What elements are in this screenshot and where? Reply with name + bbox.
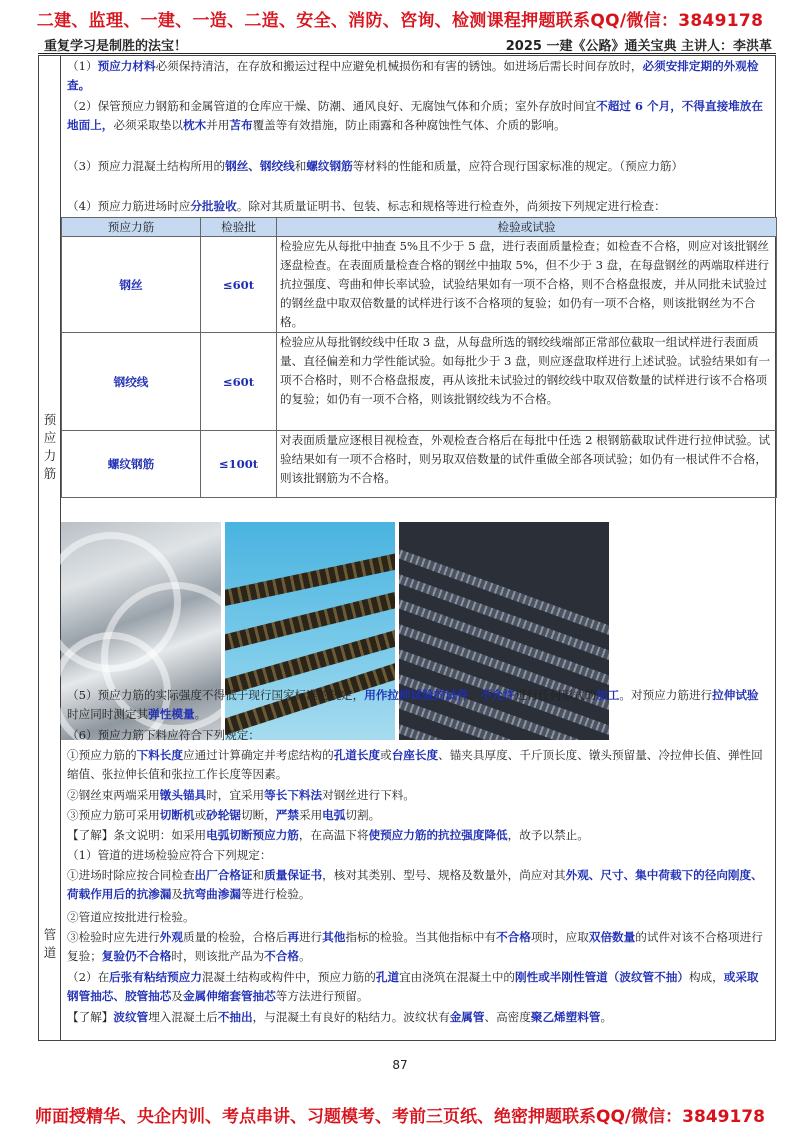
table-header-row [62,218,777,237]
content-frame [38,55,776,1041]
side-column [39,56,61,1040]
para-6: （6）预应力筋下料应符合下列规定： [67,728,260,742]
row-batch: ≤100t [201,431,277,498]
row-name: 钢绞线 [62,333,201,431]
para-1: （1）预应力材料必须保持清洁，在存放和搬运过程中应避免机械损伤和有害的锈蚀。如进场后需长时间存放时，必须安排定期的外观检查。 [67,59,759,93]
table-row [62,431,777,498]
para-4: （4）预应力筋进场时应分批验收。除对其质量证明书、包装、标志和规格等进行检查外，尚须按下列规定进行检查： [67,199,666,213]
pipe-para-1-2: ②管道应按批进行检验。 [67,910,195,924]
side-label-pipe: 管道 [43,927,57,960]
side-label-prestress: 预应力筋 [43,412,57,481]
pipe-para-1-1: ①进场时除应按合同检查出厂合格证和质量保证书，核对其类别、型号、规格及数量外，尚应对其外观、尺寸、集中荷载下的径向刚度、荷载作用后的抗渗漏及抗弯曲渗漏等进行检验。 [67,868,763,902]
row-text: 对表面质量应逐根目视检查，外观检查合格后在每批中任选 2 根钢筋截取试件进行拉伸试验。试验结果如有一项不合格时，则另取双倍数量的试件重做全部各项试验；如仍有一根试件不合格，则该批钢筋为不合格。 [277,431,777,498]
bottom-banner: 师面授精华、央企内训、考点串讲、习题模考、考前三页纸、绝密押题联系QQ/微信：3849178 [35,1107,765,1127]
table-header: 检验或试验 [277,218,777,237]
pipe-para-2: （2）在后张有粘结预应力混凝土结构或构件中，预应力筋的孔道宜由浇筑在混凝土中的刚性或半刚性管道（波纹管不抽）构成，或采取钢管抽芯、胶管抽芯及金属伸缩套管抽芯等方法进行预留。 [67,970,759,1004]
row-name: 螺纹钢筋 [62,431,201,498]
para-6-3: ③预应力筋可采用切断机或砂轮锯切断，严禁采用电弧切割。 [67,808,381,822]
para-6-1: ①预应力筋的下料长度应通过计算确定并考虑结构的孔道长度或台座长度、锚夹具厚度、千斤顶长度、镦头预留量、冷拉伸长值、弹性回缩值、张拉伸长值和张拉工作长度等因素。 [67,748,763,782]
content-body [61,56,775,1040]
row-text: 检验应从每批钢绞线中任取 3 盘，从每盘所选的钢绞线端部正常部位截取一组试样进行表面质量、直径偏差和力学性能试验。如每批少于 3 盘，则应逐盘取样进行上述试验。试验结果如有一项不合格时，则不合格盘报废，再从该批未试验过的钢绞线中取双倍数量的试样进行该不合格项的复验；如仍有一项不合格，则该批钢绞线为不合格。 [277,333,777,431]
table-row [62,333,777,431]
para-6-2: ②钢丝束两端采用镦头锚具时，宜采用等长下料法对钢丝进行下料。 [67,788,415,802]
table-row [62,237,777,333]
para-3: （3）预应力混凝土结构所用的钢丝、钢绞线和螺纹钢筋等材料的性能和质量，应符合现行国家标准的规定。（预应力筋） [67,159,684,173]
header-title: 2025 一建《公路》通关宝典 主讲人：李洪革 [505,39,772,54]
table-header: 检验批 [201,218,277,237]
row-batch: ≤60t [201,333,277,431]
row-batch: ≤60t [201,237,277,333]
para-5: （5）预应力筋的实际强度不得低于现行国家标准的规定，用作拉伸试验的试件，不允许进行任何形式的加工。对预应力筋进行拉伸试验时应同时测定其弹性模量。 [67,688,759,722]
para-2: （2）保管预应力钢筋和金属管道的仓库应干燥、防潮、通风良好、无腐蚀气体和介质；室外存放时间宜不超过 6 个月，不得直接堆放在地面上，必须采取垫以枕木并用苫布覆盖等有效措施，防止雨露和各种腐蚀性气体、介质的影响。 [67,99,763,133]
pipe-para-1: （1）管道的进场检验应符合下列规定： [67,848,272,862]
para-6-note: 【了解】条文说明：如采用电弧切断预应力筋，在高温下将使预应力筋的抗拉强度降低，故予以禁止。 [67,828,589,842]
row-name: 钢丝 [62,237,201,333]
inspection-table [61,217,777,498]
header-motto: 重复学习是制胜的法宝！ [44,39,188,54]
table-header: 预应力筋 [62,218,201,237]
pipe-para-1-3: ③检验时应先进行外观质量的检验，合格后再进行其他指标的检验。当其他指标中有不合格项时，应取双倍数量的试件对该不合格项进行复验；复验仍不合格时，则该批产品为不合格。 [67,930,763,964]
page-number: 87 [392,1058,408,1072]
page-header [38,34,776,54]
top-banner: 二建、监理、一建、一造、二造、安全、消防、咨询、检测课程押题联系QQ/微信：3849178 [36,11,764,31]
row-text: 检验应先从每批中抽查 5%且不少于 5 盘，进行表面质量检查；如检查不合格，则应对该批钢丝逐盘检查。在表面质量检查合格的钢丝中抽取 5%，但不少于 3 盘，在每盘钢丝的两端取样进行抗拉强度、弯曲和伸长率试验，试验结果如有一项不合格，则不合格盘报废，并从同批未试验过的钢丝盘中取双倍数量的试样进行该不合格项的复验；如仍有一项不合格，则该批钢丝为不合格。 [277,237,777,333]
pipe-note: 【了解】波纹管埋入混凝土后不抽出，与混凝土有良好的粘结力。波纹状有金属管、高密度聚乙烯塑料管。 [67,1010,613,1024]
